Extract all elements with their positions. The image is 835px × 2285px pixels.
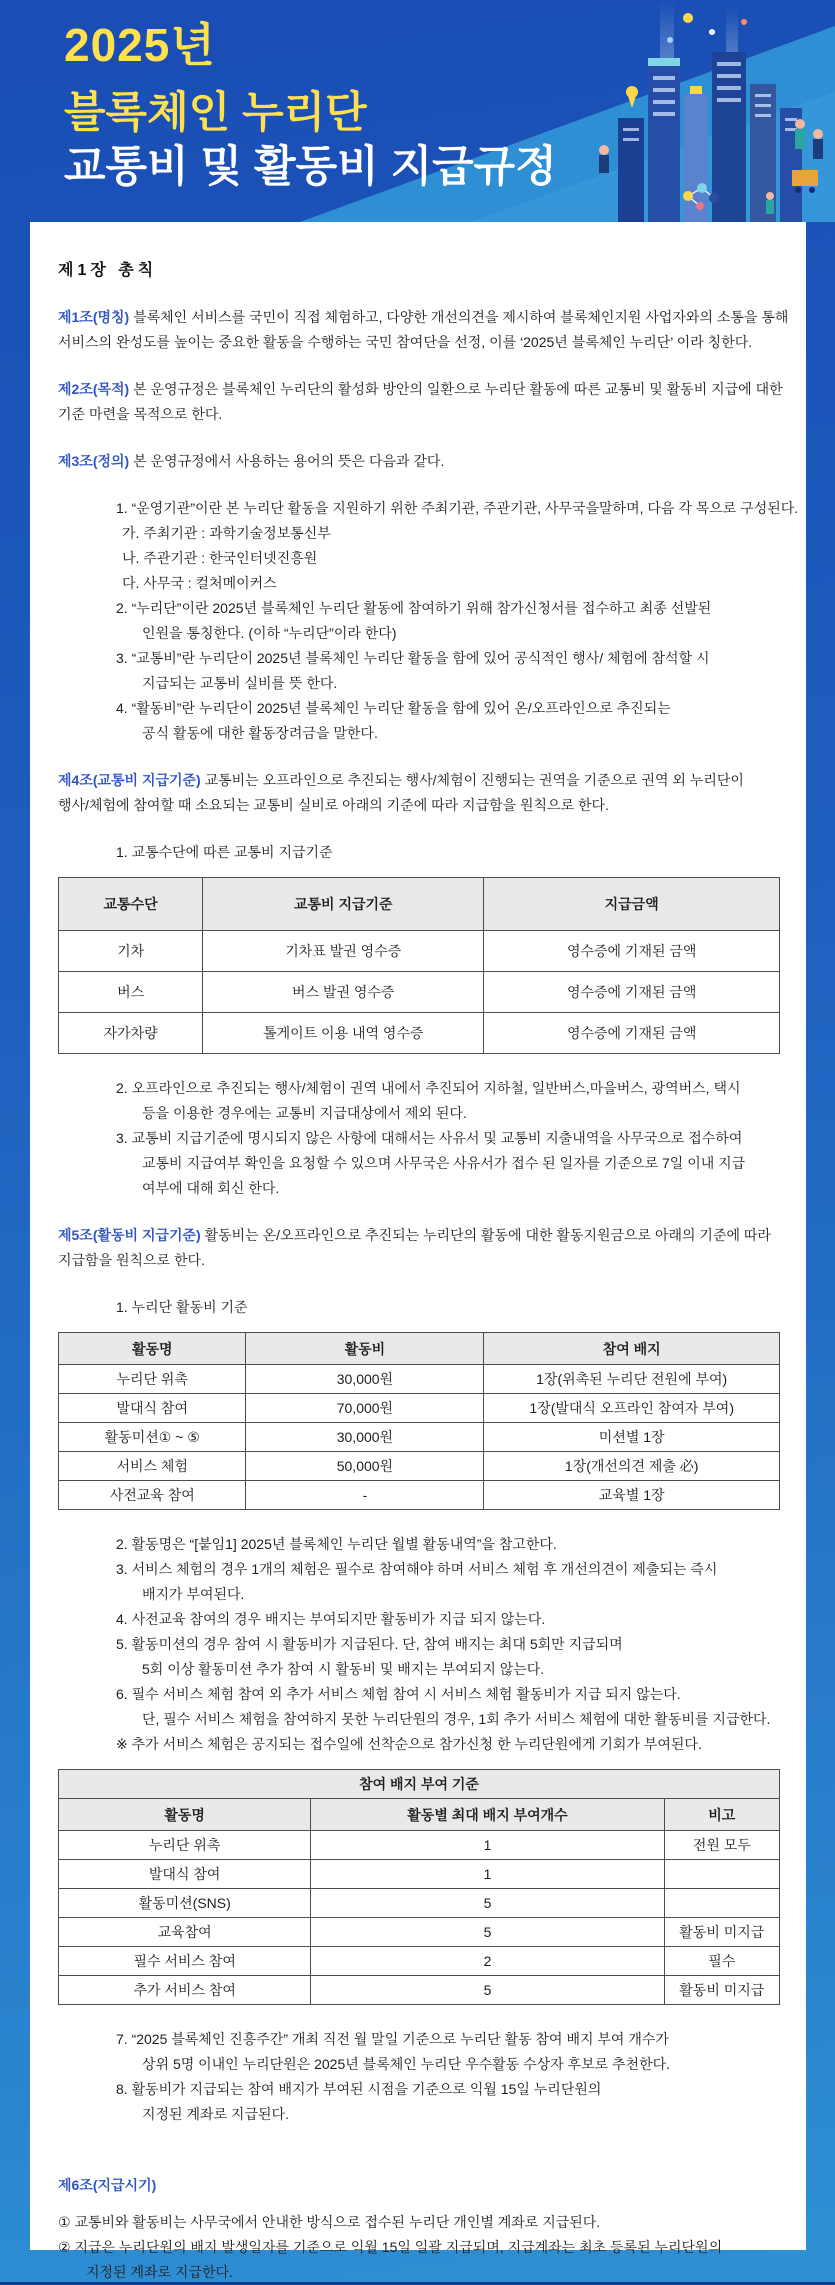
list-item: 4. 사전교육 참여의 경우 배지는 부여되지만 활동비가 지급 되지 않는다. xyxy=(116,1611,546,1627)
table-row xyxy=(59,1394,780,1423)
table-cell: 서비스 체험 xyxy=(59,1452,246,1481)
list-item: 6. 필수 서비스 체험 참여 외 추가 서비스 체험 참여 시 서비스 체험 활동비가 지급 되지 않는다. xyxy=(116,1686,681,1702)
table-row xyxy=(59,1452,780,1481)
article xyxy=(58,1223,780,1273)
article-label: 제4조(교통비 지급기준) xyxy=(58,772,201,788)
table-cell: 톨게이트 이용 내역 영수증 xyxy=(203,1013,484,1054)
list-block xyxy=(58,496,799,746)
list-block xyxy=(58,2210,780,2285)
table-header-cell: 활동별 최대 배지 부여개수 xyxy=(311,1799,664,1831)
table-cell: 전원 모두 xyxy=(664,1831,779,1860)
table-row xyxy=(59,1889,780,1918)
article-line: 서비스의 완성도를 높이는 중요한 활동을 수행하는 국민 참여단을 선정, 이를 ‘2025년 블록체인 누리단’ 이라 칭한다. xyxy=(58,334,753,350)
article-label: 제6조(지급시기) xyxy=(58,2177,157,2193)
list-item: 3. “교통비”란 누리단이 2025년 블록체인 누리단 활동을 함에 있어 공식적인 행사/ 체험에 참석할 시 xyxy=(116,650,710,666)
list-item: ① 교통비와 활동비는 사무국에서 안내한 방식으로 접수된 누리단 개인별 계좌로 지급된다. xyxy=(58,2214,601,2230)
article xyxy=(58,377,783,427)
table-cell xyxy=(664,1860,779,1889)
list-item: 3. 교통비 지급기준에 명시되지 않은 사항에 대해서는 사유서 및 교통비 지출내역을 사무국으로 접수하여 xyxy=(116,1130,743,1146)
table-cell: - xyxy=(246,1481,484,1510)
table-cell: 사전교육 참여 xyxy=(59,1481,246,1510)
document-body xyxy=(58,258,799,2285)
table-header-row xyxy=(59,878,780,931)
list-block xyxy=(58,1532,780,1757)
table-row xyxy=(59,1365,780,1394)
table-header-cell: 비고 xyxy=(664,1799,779,1831)
data-table xyxy=(58,877,780,1054)
table-cell: 기차표 발권 영수증 xyxy=(203,931,484,972)
list-item: 2. “누리단”이란 2025년 블록체인 누리단 활동에 참여하기 위해 참가신청서를 접수하고 최종 선발된 xyxy=(116,600,712,616)
chapter-heading xyxy=(58,258,780,283)
article xyxy=(58,449,780,474)
table-header-cell: 참여 배지 xyxy=(484,1333,780,1365)
table-row xyxy=(59,931,780,972)
list-item: 배지가 부여된다. xyxy=(142,1586,245,1602)
table-cell: 버스 xyxy=(59,972,203,1013)
list-block xyxy=(58,2027,780,2127)
list-item: 다. 사무국 : 컬처메이커스 xyxy=(122,575,277,591)
list-item: 1. 교통수단에 따른 교통비 지급기준 xyxy=(116,844,333,860)
table-cell: 1 xyxy=(311,1860,664,1889)
table-title-row xyxy=(59,1770,780,1799)
list-item: 8. 활동비가 지급되는 참여 배지가 부여된 시점을 기준으로 익월 15일 누리단원의 xyxy=(116,2081,602,2097)
list-item: 5. 활동미션의 경우 참여 시 활동비가 지급된다. 단, 참여 배지는 최대 5회만 지급되며 xyxy=(116,1636,623,1652)
article-label: 제2조(목적) xyxy=(58,381,130,397)
article-text: 활동비는 온/오프라인으로 추진되는 누리단의 활동에 대한 활동지원금으로 아래의 기준에 따라 xyxy=(200,1227,771,1243)
article xyxy=(58,2173,780,2198)
table-row xyxy=(59,1860,780,1889)
list-item: 공식 활동에 대한 활동장려금을 말한다. xyxy=(142,725,378,741)
table-cell: 누리단 위촉 xyxy=(59,1831,311,1860)
article-first-line xyxy=(58,305,789,330)
article-line: 기준 마련을 목적으로 한다. xyxy=(58,406,223,422)
list-block xyxy=(58,1295,780,1320)
table-header-cell: 교통수단 xyxy=(59,878,203,931)
list-item: 가. 주최기관 : 과학기술정보통신부 xyxy=(122,525,331,541)
data-table xyxy=(58,1769,780,2005)
table-cell: 영수증에 기재된 금액 xyxy=(484,1013,780,1054)
header-title-line2: 교통비 및 활동비 지급규정 xyxy=(64,143,557,191)
table-cell: 자가차량 xyxy=(59,1013,203,1054)
table-cell: 1장(발대식 오프라인 참여자 부여) xyxy=(484,1394,780,1423)
table-cell: 교육별 1장 xyxy=(484,1481,780,1510)
table-cell: 기차 xyxy=(59,931,203,972)
article-text: 본 운영규정에서 사용하는 용어의 뜻은 다음과 같다. xyxy=(129,453,445,469)
list-item: 나. 주관기관 : 한국인터넷진흥원 xyxy=(122,550,318,566)
list-item: 단, 필수 서비스 체험을 참여하지 못한 누리단원의 경우, 1회 추가 서비스 체험에 대한 활동비를 지급한다. xyxy=(142,1711,771,1727)
chapter-heading-text: 제1장 총칙 xyxy=(58,262,158,279)
table-cell: 활동미션(SNS) xyxy=(59,1889,311,1918)
table-cell: 영수증에 기재된 금액 xyxy=(484,972,780,1013)
table-title-cell: 참여 배지 부여 기준 xyxy=(59,1770,780,1799)
table-row xyxy=(59,1947,780,1976)
table-cell: 누리단 위촉 xyxy=(59,1365,246,1394)
table-row xyxy=(59,1831,780,1860)
table-header-cell: 교통비 지급기준 xyxy=(203,878,484,931)
table-cell: 활동미션① ~ ⑤ xyxy=(59,1423,246,1452)
article-first-line xyxy=(58,768,780,793)
table-cell: 2 xyxy=(311,1947,664,1976)
table-header-cell: 활동비 xyxy=(246,1333,484,1365)
article xyxy=(58,768,780,818)
table-cell xyxy=(664,1889,779,1918)
table-row xyxy=(59,1013,780,1054)
table-row xyxy=(59,1976,780,2005)
list-item: 7. “2025 블록체인 진흥주간” 개최 직전 월 말일 기준으로 누리단 활동 참여 배지 부여 개수가 xyxy=(116,2031,669,2047)
table-cell: 1장(위촉된 누리단 전원에 부여) xyxy=(484,1365,780,1394)
table-cell: 1장(개선의견 제출 必) xyxy=(484,1452,780,1481)
table-row xyxy=(59,1481,780,1510)
list-item: ※ 추가 서비스 체험은 공지되는 접수일에 선착순으로 참가신청 한 누리단원에게 기회가 부여된다. xyxy=(116,1736,702,1752)
table-cell: 50,000원 xyxy=(246,1452,484,1481)
list-item: 인원을 통칭한다. (이하 “누리단”이라 한다) xyxy=(142,625,397,641)
table-row xyxy=(59,1423,780,1452)
list-item: 등을 이용한 경우에는 교통비 지급대상에서 제외 된다. xyxy=(142,1105,467,1121)
table-row xyxy=(59,972,780,1013)
list-item: 지정된 계좌로 지급한다. xyxy=(86,2264,233,2280)
table-header-cell: 지급금액 xyxy=(484,878,780,931)
table-cell: 추가 서비스 참여 xyxy=(59,1976,311,2005)
list-item: 상위 5명 이내인 누리단원은 2025년 블록체인 누리단 우수활동 수상자 후보로 추천한다. xyxy=(142,2056,671,2072)
table-cell: 영수증에 기재된 금액 xyxy=(484,931,780,972)
article-label: 제5조(활동비 지급기준) xyxy=(58,1227,201,1243)
article-line: 지급함을 원칙으로 한다. xyxy=(58,1252,205,1268)
table-cell: 버스 발권 영수증 xyxy=(203,972,484,1013)
list-item: 지정된 계좌로 지급된다. xyxy=(142,2106,289,2122)
header-year: 2025년 xyxy=(64,19,216,71)
list-item: 여부에 대해 회신 한다. xyxy=(142,1180,280,1196)
list-item: 2. 오프라인으로 추진되는 행사/체험이 권역 내에서 추진되어 지하철, 일반버스,마을버스, 광역버스, 택시 xyxy=(116,1080,741,1096)
list-block xyxy=(58,840,780,865)
table-header-row xyxy=(59,1799,780,1831)
list-item: 지급되는 교통비 실비를 뜻 한다. xyxy=(142,675,338,691)
table-cell: 1 xyxy=(311,1831,664,1860)
data-table xyxy=(58,1332,780,1510)
article-first-line xyxy=(58,377,783,402)
table-cell: 필수 xyxy=(664,1947,779,1976)
list-block xyxy=(58,1076,780,1201)
article-line: 행사/체험에 참여할 때 소요되는 교통비 실비로 아래의 기준에 따라 지급함을 원칙으로 한다. xyxy=(58,797,609,813)
article xyxy=(58,305,789,355)
table-cell: 70,000원 xyxy=(246,1394,484,1423)
table-cell: 교육참여 xyxy=(59,1918,311,1947)
table-cell: 활동비 미지급 xyxy=(664,1918,779,1947)
table-cell: 5 xyxy=(311,1976,664,2005)
article-text: 블록체인 서비스를 국민이 직접 체험하고, 다양한 개선의견을 제시하여 블록체인지원 사업자와의 소통을 통해 xyxy=(129,309,789,325)
table-cell: 30,000원 xyxy=(246,1423,484,1452)
table-cell: 발대식 참여 xyxy=(59,1860,311,1889)
list-item: 2. 활동명은 “[붙임1] 2025년 블록체인 누리단 월별 활동내역”을 참고한다. xyxy=(116,1536,557,1552)
table-cell: 30,000원 xyxy=(246,1365,484,1394)
table-cell: 필수 서비스 참여 xyxy=(59,1947,311,1976)
article-first-line xyxy=(58,1223,780,1248)
table-header-row xyxy=(59,1333,780,1365)
list-item: 1. 누리단 활동비 기준 xyxy=(116,1299,248,1315)
table-cell: 활동비 미지급 xyxy=(664,1976,779,2005)
article-first-line xyxy=(58,2173,780,2198)
article-label: 제1조(명칭) xyxy=(58,309,130,325)
list-item: 3. 서비스 체험의 경우 1개의 체험은 필수로 참여해야 하며 서비스 체험 후 개선의견이 제출되는 즉시 xyxy=(116,1561,718,1577)
table-cell: 5 xyxy=(311,1918,664,1947)
header-banner xyxy=(0,0,835,222)
table-cell: 미션별 1장 xyxy=(484,1423,780,1452)
list-item: ② 지급은 누리단원의 배지 발생일자를 기준으로 익월 15일 일괄 지급되며, 지급계좌는 최초 등록된 누리단원의 xyxy=(58,2239,723,2255)
article-label: 제3조(정의) xyxy=(58,453,130,469)
table-header-cell: 활동명 xyxy=(59,1333,246,1365)
list-item: 4. “활동비”란 누리단이 2025년 블록체인 누리단 활동을 함에 있어 온/오프라인으로 추진되는 xyxy=(116,700,671,716)
article-first-line xyxy=(58,449,780,474)
header-titles xyxy=(64,20,557,190)
list-item: 5회 이상 활동미션 추가 참여 시 활동비 및 배지는 부여되지 않는다. xyxy=(142,1661,545,1677)
list-item: 교통비 지급여부 확인을 요청할 수 있으며 사무국은 사유서가 접수 된 일자를 기준으로 7일 이내 지급 xyxy=(142,1155,746,1171)
regulation-card xyxy=(30,222,806,2280)
table-row xyxy=(59,1918,780,1947)
header-title-line1: 블록체인 누리단 xyxy=(64,89,367,137)
article-text: 교통비는 오프라인으로 추진되는 행사/체험이 진행되는 권역을 기준으로 권역 외 누리단이 xyxy=(200,772,744,788)
table-header-cell: 활동명 xyxy=(59,1799,311,1831)
list-item: 1. “운영기관”이란 본 누리단 활동을 지원하기 위한 주최기관, 주관기관, 사무국을말하며, 다음 각 목으로 구성된다. xyxy=(116,500,799,516)
table-cell: 발대식 참여 xyxy=(59,1394,246,1423)
article-text: 본 운영규정은 블록체인 누리단의 활성화 방안의 일환으로 누리단 활동에 따른 교통비 및 활동비 지급에 대한 xyxy=(129,381,783,397)
table-cell: 5 xyxy=(311,1889,664,1918)
